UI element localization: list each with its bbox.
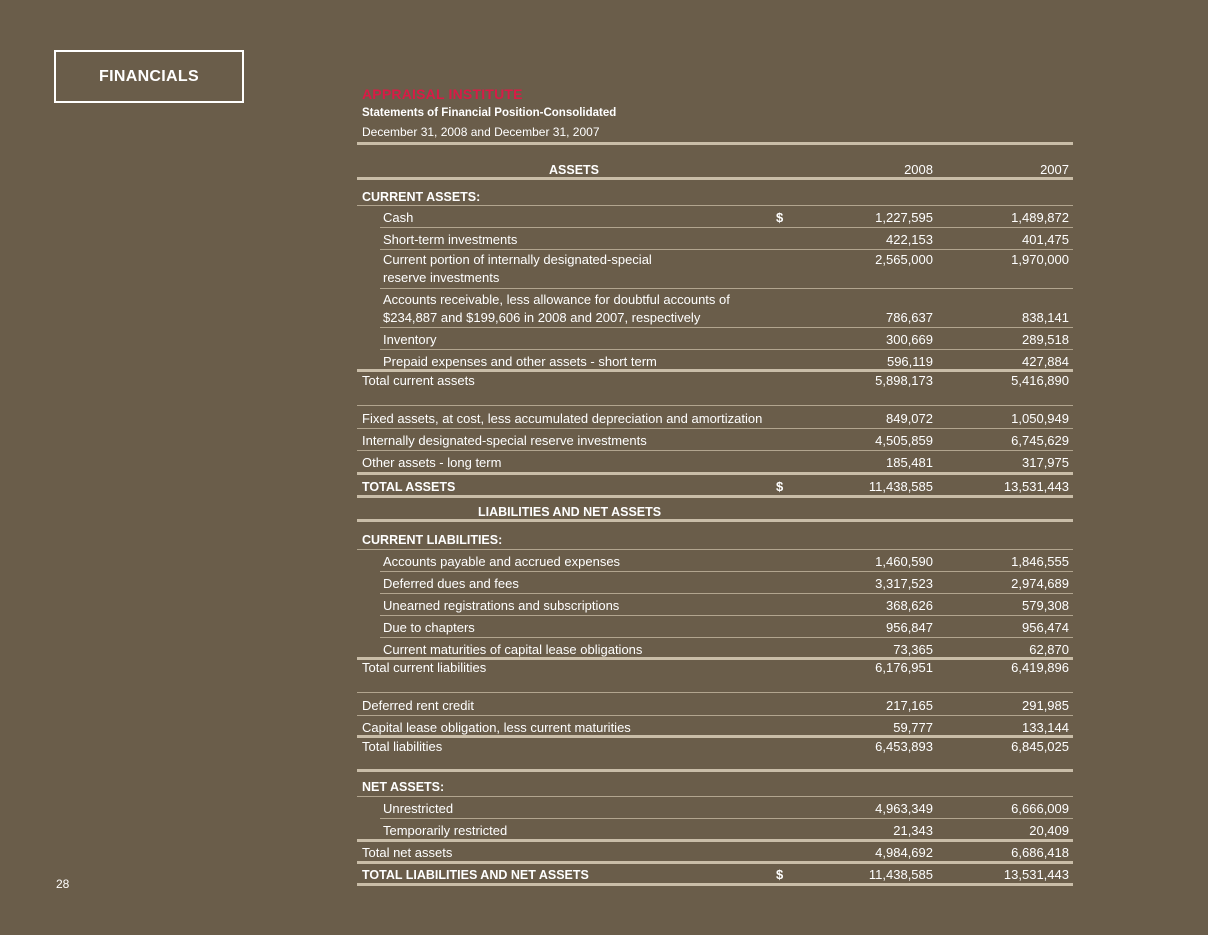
- value-2007: 62,870: [1029, 642, 1069, 657]
- value-2008: 6,176,951: [875, 660, 933, 675]
- value-2007: 6,845,025: [1011, 739, 1069, 754]
- row-label: Fixed assets, at cost, less accumulated depreciation and amortization: [362, 411, 763, 426]
- row-label: Total current assets: [362, 373, 475, 388]
- value-2007: 291,985: [1022, 698, 1069, 713]
- divider: [380, 327, 1073, 328]
- row-label: Deferred rent credit: [362, 698, 474, 713]
- row-label: Cash: [383, 210, 414, 225]
- value-2008: 21,343: [893, 823, 933, 838]
- value-2007: 6,419,896: [1011, 660, 1069, 675]
- value-2008: 2,565,000: [875, 252, 933, 267]
- value-2008: 300,669: [886, 332, 933, 347]
- value-2007: 6,686,418: [1011, 845, 1069, 860]
- row-label: Prepaid expenses and other assets - short term: [383, 354, 657, 369]
- divider: [380, 615, 1073, 616]
- value-2007: 5,416,890: [1011, 373, 1069, 388]
- value-2008: 73,365: [893, 642, 933, 657]
- divider: [380, 593, 1073, 594]
- divider: [357, 692, 1073, 693]
- net-assets-heading: NET ASSETS:: [362, 780, 445, 794]
- divider: [357, 428, 1073, 429]
- row-label: Temporarily restricted: [383, 823, 508, 838]
- value-2008: 11,438,585: [868, 479, 933, 494]
- value-2008: 217,165: [886, 698, 933, 713]
- current-liabilities-heading: CURRENT LIABILITIES:: [362, 533, 503, 547]
- value-2008: 5,898,173: [875, 373, 933, 388]
- value-2007: 1,970,000: [1011, 252, 1069, 267]
- divider: [380, 288, 1073, 289]
- divider: [357, 715, 1073, 716]
- row-label: Other assets - long term: [362, 455, 502, 470]
- divider: [357, 142, 1073, 145]
- value-2007: 317,975: [1022, 455, 1069, 470]
- page-number: 28: [56, 877, 70, 891]
- row-label: Total current liabilities: [362, 660, 487, 675]
- value-2007: 956,474: [1022, 620, 1069, 635]
- value-2008: 4,505,859: [875, 433, 933, 448]
- divider: [380, 249, 1073, 250]
- row-label: Total net assets: [362, 845, 453, 860]
- divider: [380, 637, 1073, 638]
- divider: [380, 227, 1073, 228]
- value-2007: 1,489,872: [1011, 210, 1069, 225]
- divider: [357, 369, 1073, 372]
- dollar-sign: $: [776, 210, 784, 225]
- value-2007: 427,884: [1022, 354, 1069, 369]
- assets-header: ASSETS: [549, 163, 600, 177]
- year-2007-header: 2007: [1040, 162, 1069, 177]
- org-title: APPRAISAL INSTITUTE: [362, 86, 523, 102]
- dollar-sign: $: [776, 479, 784, 494]
- section-label: FINANCIALS: [54, 50, 244, 103]
- row-label: Deferred dues and fees: [383, 576, 519, 591]
- value-2007: 579,308: [1022, 598, 1069, 613]
- row-label: Unearned registrations and subscriptions: [383, 598, 620, 613]
- value-2008: 4,963,349: [875, 801, 933, 816]
- value-2008: 3,317,523: [875, 576, 933, 591]
- statement-title: Statements of Financial Position-Consolidated: [362, 107, 617, 119]
- divider: [357, 796, 1073, 797]
- divider: [380, 571, 1073, 572]
- value-2008: 368,626: [886, 598, 933, 613]
- divider: [357, 861, 1073, 864]
- value-2007: 289,518: [1022, 332, 1069, 347]
- divider: [380, 349, 1073, 350]
- row-label: Current maturities of capital lease obligations: [383, 642, 643, 657]
- row-label: Unrestricted: [383, 801, 454, 816]
- value-2007: 13,531,443: [1003, 479, 1069, 494]
- year-2008-header: 2008: [904, 162, 933, 177]
- divider: [357, 519, 1073, 522]
- value-2007: 133,144: [1022, 720, 1069, 735]
- row-label: Internally designated-special reserve investments: [362, 433, 647, 448]
- value-2008: 1,227,595: [875, 210, 933, 225]
- value-2007: 401,475: [1022, 232, 1069, 247]
- value-2008: 786,637: [886, 310, 933, 325]
- row-label-line2: reserve investments: [383, 270, 500, 285]
- value-2007: 6,666,009: [1011, 801, 1069, 816]
- value-2008: 59,777: [893, 720, 933, 735]
- value-2008: 422,153: [886, 232, 933, 247]
- row-label: Total liabilities: [362, 739, 443, 754]
- divider: [357, 495, 1073, 498]
- row-label-line2: $234,887 and $199,606 in 2008 and 2007, respectively: [383, 310, 701, 325]
- value-2008: 185,481: [886, 455, 933, 470]
- row-label: Capital lease obligation, less current maturities: [362, 720, 631, 735]
- divider: [357, 472, 1073, 475]
- value-2007: 6,745,629: [1011, 433, 1069, 448]
- divider: [357, 735, 1073, 738]
- row-label: Current portion of internally designated-special: [383, 252, 652, 267]
- row-label: TOTAL ASSETS: [362, 480, 456, 494]
- divider: [357, 883, 1073, 886]
- value-2007: 13,531,443: [1003, 867, 1069, 882]
- value-2008: 11,438,585: [868, 867, 933, 882]
- row-label: Short-term investments: [383, 232, 518, 247]
- dollar-sign: $: [776, 867, 784, 882]
- divider: [380, 818, 1073, 819]
- value-2008: 1,460,590: [875, 554, 933, 569]
- value-2008: 6,453,893: [875, 739, 933, 754]
- divider: [357, 405, 1073, 406]
- row-label: Accounts payable and accrued expenses: [383, 554, 621, 569]
- value-2008: 956,847: [886, 620, 933, 635]
- divider: [357, 839, 1073, 842]
- value-2007: 1,050,949: [1011, 411, 1069, 426]
- divider: [357, 450, 1073, 451]
- value-2007: 838,141: [1022, 310, 1069, 325]
- divider: [357, 549, 1073, 550]
- value-2007: 2,974,689: [1011, 576, 1069, 591]
- row-label: Due to chapters: [383, 620, 475, 635]
- divider: [357, 177, 1073, 180]
- value-2008: 849,072: [886, 411, 933, 426]
- value-2008: 4,984,692: [875, 845, 933, 860]
- row-label: Inventory: [383, 332, 437, 347]
- liabilities-header: LIABILITIES AND NET ASSETS: [478, 505, 662, 519]
- value-2008: 596,119: [886, 354, 933, 369]
- divider: [357, 769, 1073, 772]
- value-2007: 1,846,555: [1011, 554, 1069, 569]
- divider: [357, 205, 1073, 206]
- value-2007: 20,409: [1029, 823, 1069, 838]
- statement-date: December 31, 2008 and December 31, 2007: [362, 125, 600, 139]
- row-label: TOTAL LIABILITIES AND NET ASSETS: [362, 868, 589, 882]
- current-assets-heading: CURRENT ASSETS:: [362, 190, 481, 204]
- row-label: Accounts receivable, less allowance for doubtful accounts of: [383, 292, 730, 307]
